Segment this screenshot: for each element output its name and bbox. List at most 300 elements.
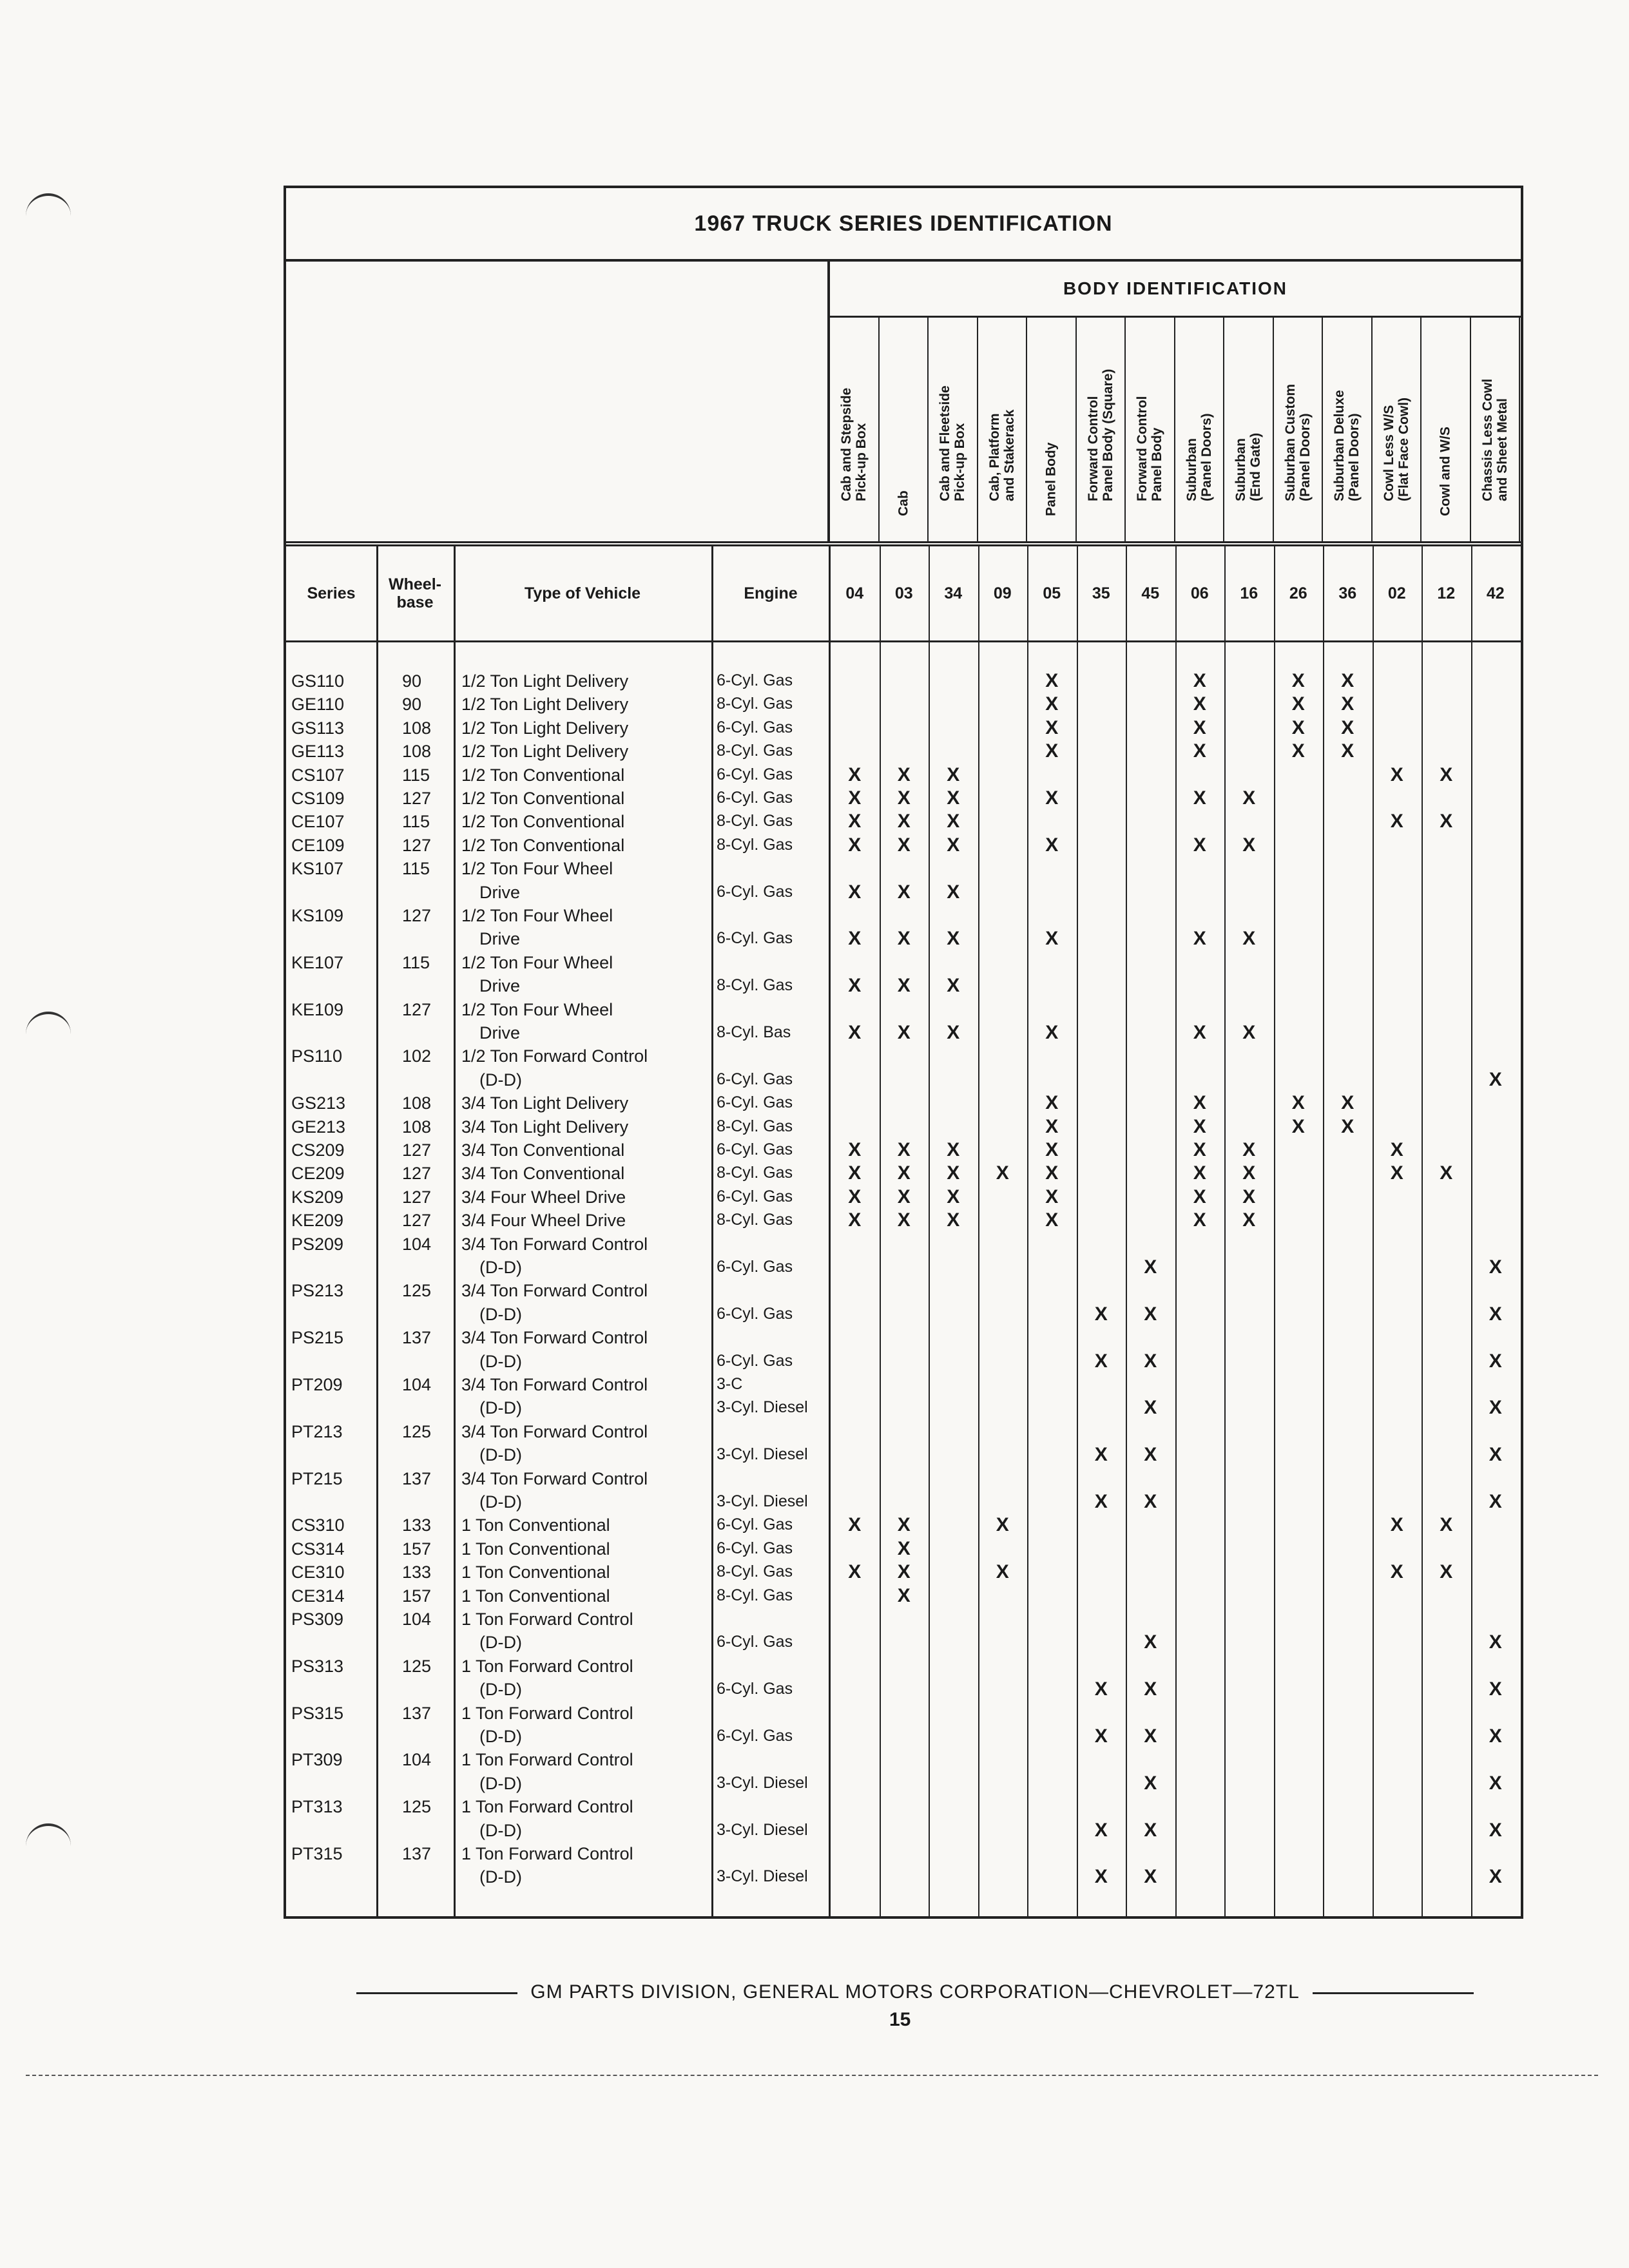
vehicle-type-cell: 1 Ton Forward Control (461, 1610, 633, 1629)
applicability-mark: X (1094, 1866, 1108, 1888)
body-type-name: Suburban Custom (Panel Doors) (1282, 384, 1313, 501)
applicability-mark: X (1291, 716, 1305, 738)
engine-cell: 8-Cyl. Gas (717, 835, 793, 854)
engine-cell: 6-Cyl. Gas (717, 1257, 793, 1276)
applicability-mark: X (1291, 693, 1305, 715)
applicability-mark: X (1045, 740, 1059, 762)
body-type-name: Suburban Deluxe (Panel Doors) (1332, 390, 1362, 501)
body-type-column-label (929, 318, 978, 541)
vehicle-type-cell: Drive (479, 1023, 521, 1043)
applicability-mark: X (1144, 1303, 1157, 1325)
table-row (286, 1844, 1521, 1891)
table-row (286, 859, 1521, 906)
engine-cell: 8-Cyl. Gas (717, 1211, 793, 1229)
applicability-mark: X (1045, 834, 1059, 856)
table-title: 1967 TRUCK SERIES IDENTIFICATION (286, 188, 1521, 262)
applicability-mark: X (1489, 1772, 1502, 1794)
applicability-mark: X (897, 1537, 911, 1559)
applicability-mark: X (897, 1021, 911, 1043)
table-row (286, 1586, 1521, 1610)
engine-cell: 6-Cyl. Gas (717, 929, 793, 948)
series-cell: GS113 (291, 718, 345, 738)
table-row (286, 1046, 1521, 1093)
wheelbase-cell: 127 (402, 906, 432, 925)
applicability-mark: X (1242, 834, 1256, 856)
series-cell: KS107 (291, 859, 344, 879)
applicability-mark: X (1242, 1139, 1256, 1160)
body-code-header: 03 (894, 584, 913, 602)
wheelbase-cell: 90 (402, 695, 422, 715)
applicability-mark: X (1193, 1021, 1206, 1043)
applicability-mark: X (1193, 1162, 1206, 1184)
wheelbase-cell: 104 (402, 1375, 432, 1394)
engine-cell: 6-Cyl. Gas (717, 1726, 793, 1745)
table-row (286, 695, 1521, 718)
applicability-mark: X (996, 1561, 1009, 1583)
body-type-column-label (1224, 318, 1274, 541)
applicability-mark: X (1045, 1092, 1059, 1114)
vehicle-type-cell: 3/4 Ton Conventional (461, 1140, 625, 1160)
vehicle-type-cell: (D-D) (479, 1820, 522, 1840)
series-cell: PS315 (291, 1703, 344, 1723)
applicability-mark: X (1341, 716, 1354, 738)
engine-column-header: Engine (744, 584, 798, 602)
applicability-mark: X (1242, 928, 1256, 950)
engine-cell: 6-Cyl. Gas (717, 1070, 793, 1088)
table-row (286, 1211, 1521, 1234)
header-double-rule (286, 541, 1521, 546)
punch-hole-mark (26, 193, 71, 228)
vehicle-type-cell: 1 Ton Conventional (461, 1515, 610, 1535)
engine-cell: 3-Cyl. Diesel (717, 1867, 808, 1886)
applicability-mark: X (1144, 1819, 1157, 1841)
applicability-mark: X (1489, 1490, 1502, 1512)
series-cell: CE109 (291, 835, 345, 855)
applicability-mark: X (848, 975, 862, 997)
vehicle-type-cell: 1 Ton Conventional (461, 1562, 610, 1582)
engine-cell: 6-Cyl. Gas (717, 882, 793, 901)
series-cell: PS215 (291, 1328, 344, 1348)
engine-cell: 6-Cyl. Gas (717, 671, 793, 689)
punch-hole-mark (26, 1823, 71, 1858)
applicability-mark: X (1193, 1092, 1206, 1114)
page-footer (303, 1981, 1527, 2003)
body-type-name: Cowl and W/S (1438, 427, 1453, 516)
vehicle-type-cell: 3/4 Ton Forward Control (461, 1234, 648, 1254)
applicability-mark: X (1489, 1397, 1502, 1419)
applicability-mark: X (1390, 811, 1403, 832)
applicability-mark: X (1094, 1490, 1108, 1512)
series-cell: CS109 (291, 789, 345, 808)
wheelbase-cell: 115 (402, 859, 430, 879)
engine-cell: 6-Cyl. Gas (717, 1633, 793, 1651)
engine-cell: 6-Cyl. Gas (717, 1351, 793, 1370)
applicability-mark: X (848, 1561, 862, 1583)
applicability-mark: X (1291, 670, 1305, 691)
wheelbase-cell: 157 (402, 1586, 432, 1606)
engine-cell: 6-Cyl. Gas (717, 1187, 793, 1206)
vehicle-type-cell: 1/2 Ton Conventional (461, 765, 625, 785)
engine-cell: 8-Cyl. Gas (717, 1117, 793, 1135)
applicability-mark: X (1144, 1725, 1157, 1747)
series-cell: KS209 (291, 1187, 344, 1207)
body-type-column-label (1422, 318, 1471, 541)
applicability-mark: X (1193, 928, 1206, 950)
vehicle-type-cell: Drive (479, 929, 521, 949)
vehicle-type-cell: 1 Ton Conventional (461, 1586, 610, 1606)
applicability-mark: X (1193, 693, 1206, 715)
applicability-mark: X (897, 975, 911, 997)
series-cell: PT209 (291, 1375, 343, 1394)
applicability-mark: X (1144, 1490, 1157, 1512)
wheelbase-cell: 108 (402, 742, 432, 762)
applicability-mark: X (1045, 1186, 1059, 1207)
engine-cell: 8-Cyl. Gas (717, 1586, 793, 1604)
applicability-mark: X (1242, 1209, 1256, 1231)
applicability-mark: X (1341, 1115, 1354, 1137)
applicability-mark: X (848, 787, 862, 809)
body-code-header: 16 (1240, 584, 1258, 602)
wheelbase-cell: 104 (402, 1234, 432, 1254)
series-cell: CS310 (291, 1515, 345, 1535)
wheelbase-cell: 127 (402, 999, 432, 1019)
wheelbase-cell: 137 (402, 1328, 432, 1348)
vehicle-type-cell: 1 Ton Forward Control (461, 1797, 633, 1817)
vehicle-type-cell: (D-D) (479, 1445, 522, 1465)
body-type-column-label (1027, 318, 1077, 541)
vehicle-type-cell: 3/4 Ton Forward Control (461, 1421, 648, 1441)
table-row (286, 1164, 1521, 1187)
applicability-mark: X (1242, 1186, 1256, 1207)
table-row (286, 1187, 1521, 1211)
applicability-mark: X (1193, 1186, 1206, 1207)
series-cell: KS109 (291, 906, 344, 925)
applicability-mark: X (1144, 1678, 1157, 1700)
vehicle-type-cell: (D-D) (479, 1398, 522, 1418)
applicability-mark: X (1390, 1162, 1403, 1184)
table-row (286, 1704, 1521, 1751)
applicability-mark: X (897, 1209, 911, 1231)
vehicle-type-cell: 1/2 Ton Conventional (461, 835, 625, 855)
table-row (286, 1328, 1521, 1375)
table-row (286, 1610, 1521, 1657)
series-cell: CS107 (291, 765, 345, 785)
applicability-mark: X (848, 811, 862, 832)
applicability-mark: X (848, 928, 862, 950)
vehicle-type-cell: (D-D) (479, 1257, 522, 1277)
type-column-header: Type of Vehicle (524, 584, 641, 602)
engine-cell: 6-Cyl. Gas (717, 1304, 793, 1323)
body-type-name: Suburban (Panel Doors) (1184, 413, 1214, 501)
series-cell: CE310 (291, 1562, 345, 1582)
table-row (286, 742, 1521, 765)
series-cell: GE113 (291, 742, 345, 762)
series-cell: PS309 (291, 1610, 344, 1629)
vehicle-type-cell: 1/2 Ton Conventional (461, 789, 625, 808)
wheelbase-cell: 108 (402, 1117, 432, 1137)
series-cell: PT315 (291, 1844, 343, 1863)
applicability-mark: X (947, 1186, 960, 1207)
wheelbase-cell: 115 (402, 812, 430, 832)
wheelbase-cell: 137 (402, 1844, 432, 1863)
applicability-mark: X (897, 811, 911, 832)
applicability-mark: X (1291, 740, 1305, 762)
body-type-column-label (1077, 318, 1126, 541)
applicability-mark: X (1193, 1139, 1206, 1160)
vehicle-type-cell: 1/2 Ton Four Wheel (461, 952, 613, 972)
applicability-mark: X (897, 1561, 911, 1583)
header-bottom-rule (286, 640, 1521, 642)
applicability-mark: X (947, 811, 960, 832)
body-code-header: 26 (1289, 584, 1307, 602)
series-cell: CE314 (291, 1586, 345, 1606)
series-cell: CE209 (291, 1164, 345, 1184)
wheelbase-column-header: Wheel- base (389, 575, 441, 611)
body-type-name: Cowl Less W/S (Flat Face Cowl) (1381, 397, 1411, 501)
engine-cell: 3-Cyl. Diesel (717, 1492, 808, 1510)
applicability-mark: X (947, 1209, 960, 1231)
table-row (286, 812, 1521, 835)
applicability-mark: X (1489, 1350, 1502, 1372)
table-row (286, 1515, 1521, 1539)
engine-cell: 8-Cyl. Gas (717, 1164, 793, 1182)
applicability-mark: X (848, 764, 862, 785)
vehicle-type-cell: 1 Ton Forward Control (461, 1703, 633, 1723)
applicability-mark: X (1094, 1303, 1108, 1325)
applicability-mark: X (1341, 670, 1354, 691)
body-code-header: 35 (1092, 584, 1110, 602)
body-code-header: 36 (1338, 584, 1357, 602)
applicability-mark: X (1440, 1561, 1453, 1583)
applicability-mark: X (1489, 1068, 1502, 1090)
wheelbase-cell: 127 (402, 835, 432, 855)
body-type-name: Forward Control Panel Body (1135, 396, 1165, 501)
applicability-mark: X (1193, 834, 1206, 856)
identification-table (284, 186, 1523, 1919)
vehicle-type-cell: (D-D) (479, 1633, 522, 1653)
applicability-mark: X (1094, 1819, 1108, 1841)
body-type-column-label (1126, 318, 1175, 541)
table-row (286, 1281, 1521, 1328)
applicability-mark: X (1193, 1115, 1206, 1137)
body-type-name: Chassis Less Cowl and Sheet Metal (1480, 378, 1510, 501)
body-type-column-label (1175, 318, 1225, 541)
applicability-mark: X (947, 881, 960, 903)
series-cell: PS313 (291, 1656, 344, 1676)
applicability-mark: X (1390, 764, 1403, 785)
body-type-name: Cab, Platform and Stakerack (987, 409, 1017, 501)
wheelbase-cell: 137 (402, 1703, 432, 1723)
applicability-mark: X (897, 1186, 911, 1207)
applicability-mark: X (947, 834, 960, 856)
applicability-mark: X (1144, 1444, 1157, 1466)
engine-cell: 6-Cyl. Gas (717, 718, 793, 736)
wheelbase-cell: 127 (402, 1211, 432, 1231)
applicability-mark: X (1045, 787, 1059, 809)
applicability-mark: X (947, 764, 960, 785)
vehicle-type-cell: (D-D) (479, 1070, 522, 1090)
body-type-name: Cab and Fleetside Pick-up Box (938, 385, 968, 501)
applicability-mark: X (1045, 1021, 1059, 1043)
applicability-mark: X (897, 928, 911, 950)
wheelbase-cell: 125 (402, 1281, 432, 1301)
body-type-column-label (830, 318, 880, 541)
body-type-name: Panel Body (1043, 442, 1059, 516)
applicability-mark: X (1489, 1631, 1502, 1653)
wheelbase-cell: 104 (402, 1610, 432, 1629)
footer-text: GM PARTS DIVISION, GENERAL MOTORS CORPORATION—CHEVROLET—72TL (530, 1981, 1300, 2003)
applicability-mark: X (947, 1162, 960, 1184)
engine-cell: 8-Cyl. Gas (717, 812, 793, 831)
applicability-mark: X (1242, 1021, 1256, 1043)
applicability-mark: X (1440, 1162, 1453, 1184)
applicability-mark: X (1242, 1162, 1256, 1184)
wheelbase-cell: 133 (402, 1562, 432, 1582)
table-row (286, 1117, 1521, 1140)
vehicle-type-cell: 1/2 Ton Four Wheel (461, 859, 613, 879)
series-cell: GS213 (291, 1093, 346, 1113)
page-number: 15 (889, 2009, 911, 2030)
engine-cell: 6-Cyl. Gas (717, 1680, 793, 1698)
applicability-mark: X (947, 975, 960, 997)
wheelbase-cell: 157 (402, 1539, 432, 1559)
applicability-mark: X (947, 1139, 960, 1160)
body-code-header: 42 (1486, 584, 1505, 602)
engine-cell: 6-Cyl. Gas (717, 1093, 793, 1112)
applicability-mark: X (1489, 1678, 1502, 1700)
table-row (286, 906, 1521, 953)
wheelbase-cell: 127 (402, 1164, 432, 1184)
series-cell: CE107 (291, 812, 345, 832)
applicability-mark: X (897, 881, 911, 903)
vehicle-type-cell: 3/4 Four Wheel Drive (461, 1187, 626, 1207)
applicability-mark: X (897, 1514, 911, 1536)
body-code-header: 06 (1190, 584, 1209, 602)
applicability-mark: X (1489, 1819, 1502, 1841)
applicability-mark: X (1045, 928, 1059, 950)
body-type-column-label (978, 318, 1028, 541)
applicability-mark: X (1144, 1772, 1157, 1794)
wheelbase-cell: 90 (402, 671, 422, 691)
vehicle-type-cell: 1/2 Ton Forward Control (461, 1046, 648, 1066)
punch-hole-mark (26, 1012, 71, 1046)
table-row (286, 1422, 1521, 1469)
vehicle-type-cell: (D-D) (479, 1304, 522, 1324)
series-cell: GE110 (291, 695, 345, 715)
body-type-name: Forward Control Panel Body (Square) (1085, 369, 1115, 501)
applicability-mark: X (1045, 1139, 1059, 1160)
applicability-mark: X (848, 1139, 862, 1160)
engine-cell: 3-Cyl. Diesel (717, 1773, 808, 1792)
applicability-mark: X (1291, 1092, 1305, 1114)
engine-cell: 6-Cyl. Gas (717, 1539, 793, 1557)
applicability-mark: X (1489, 1444, 1502, 1466)
applicability-mark: X (1144, 1350, 1157, 1372)
applicability-mark: X (897, 787, 911, 809)
vehicle-type-cell: 3/4 Ton Forward Control (461, 1281, 648, 1301)
applicability-mark: X (848, 881, 862, 903)
vehicle-type-cell: 1 Ton Forward Control (461, 1844, 633, 1863)
engine-cell: 8-Cyl. Gas (717, 695, 793, 713)
engine-cell: 3-Cyl. Diesel (717, 1820, 808, 1839)
applicability-mark: X (1390, 1561, 1403, 1583)
body-type-name: Suburban (End Gate) (1233, 432, 1264, 501)
applicability-mark: X (848, 1514, 862, 1536)
applicability-mark: X (1440, 811, 1453, 832)
table-row (286, 1797, 1521, 1844)
series-cell: CS209 (291, 1140, 345, 1160)
applicability-mark: X (1242, 787, 1256, 809)
applicability-mark: X (1489, 1725, 1502, 1747)
vehicle-type-cell: Drive (479, 976, 521, 996)
table-row (286, 671, 1521, 695)
body-identification-heading: BODY IDENTIFICATION (830, 262, 1521, 318)
applicability-mark: X (1144, 1397, 1157, 1419)
table-row (286, 1657, 1521, 1704)
series-cell: GE213 (291, 1117, 346, 1137)
applicability-mark: X (1440, 1514, 1453, 1536)
wheelbase-cell: 115 (402, 765, 430, 785)
applicability-mark: X (1094, 1725, 1108, 1747)
applicability-mark: X (1193, 787, 1206, 809)
vehicle-type-cell: (D-D) (479, 1492, 522, 1512)
applicability-mark: X (1440, 764, 1453, 785)
body-type-column-label (880, 318, 929, 541)
header-blank-area (286, 262, 830, 541)
table-row (286, 1235, 1521, 1282)
vehicle-type-cell: 1/2 Ton Light Delivery (461, 742, 629, 762)
body-type-column-label (1323, 318, 1373, 541)
body-type-column-label (1471, 318, 1521, 541)
vehicle-type-cell: 3/4 Ton Forward Control (461, 1375, 648, 1394)
body-type-column-label (1373, 318, 1422, 541)
vehicle-type-cell: (D-D) (479, 1680, 522, 1700)
engine-cell: 3-Cyl. Diesel (717, 1445, 808, 1464)
applicability-mark: X (947, 928, 960, 950)
vehicle-type-cell: 1/2 Ton Four Wheel (461, 999, 613, 1019)
wheelbase-cell: 108 (402, 1093, 432, 1113)
engine-cell: 8-Cyl. Gas (717, 976, 793, 995)
vehicle-type-cell: Drive (479, 882, 521, 902)
applicability-mark: X (947, 1021, 960, 1043)
applicability-mark: X (1390, 1139, 1403, 1160)
series-cell: PS110 (291, 1046, 343, 1066)
applicability-mark: X (848, 1162, 862, 1184)
footer-rule-right (1313, 1992, 1474, 1994)
applicability-mark: X (1045, 1115, 1059, 1137)
body-code-header: 02 (1387, 584, 1406, 602)
vehicle-type-cell: 1 Ton Forward Control (461, 1656, 633, 1676)
applicability-mark: X (1341, 693, 1354, 715)
body-type-column-label (1274, 318, 1324, 541)
vehicle-type-cell: (D-D) (479, 1726, 522, 1746)
table-row (286, 1093, 1521, 1117)
applicability-mark: X (897, 764, 911, 785)
vehicle-type-cell: 3/4 Ton Light Delivery (461, 1117, 629, 1137)
vehicle-type-cell: 1/2 Ton Conventional (461, 812, 625, 832)
vehicle-type-cell: 3/4 Ton Conventional (461, 1164, 625, 1184)
series-cell: KE209 (291, 1211, 344, 1231)
applicability-mark: X (1489, 1303, 1502, 1325)
applicability-mark: X (1045, 670, 1059, 691)
series-cell: PT215 (291, 1468, 343, 1488)
body-code-header: 12 (1437, 584, 1456, 602)
wheelbase-cell: 102 (402, 1046, 432, 1066)
vehicle-type-cell: 1 Ton Conventional (461, 1539, 610, 1559)
applicability-mark: X (848, 1209, 862, 1231)
applicability-mark: X (1045, 716, 1059, 738)
engine-cell: 8-Cyl. Bas (717, 1023, 791, 1041)
